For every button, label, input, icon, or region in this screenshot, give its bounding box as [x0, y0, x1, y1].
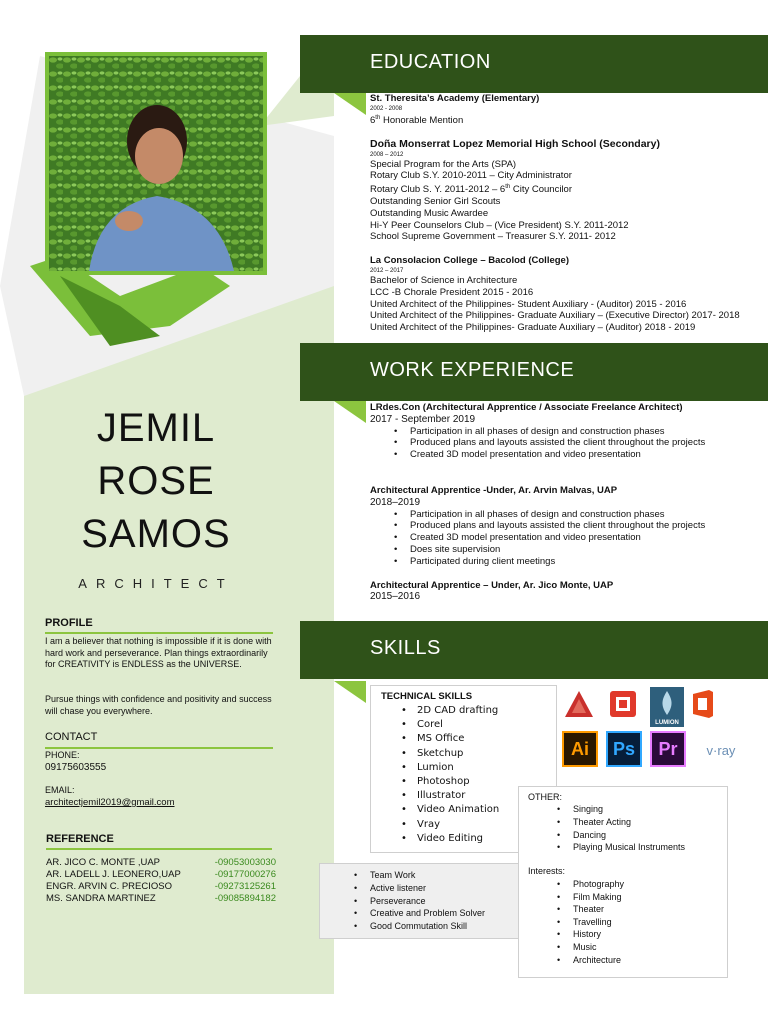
reference-list	[46, 857, 276, 905]
profile-paragraph-2: Pursue things with confidence and positivity and success will chase you everywhere.	[45, 694, 272, 716]
soft-skill: • Team Work	[350, 869, 485, 882]
interest-item: • Music	[553, 941, 624, 954]
school-name: La Consolacion College – Bacolod (College)	[370, 255, 569, 267]
school-item: Rotary Club S.Y. 2010-2011 – City Administrator	[370, 170, 572, 182]
school-years: 2008 – 2012	[370, 151, 404, 158]
school-name: St. Theresita’s Academy (Elementary)	[370, 93, 540, 104]
phone-value: 09175603555	[45, 762, 107, 773]
other-heading: OTHER:	[528, 792, 563, 802]
school-item: LCC -B Chorale President 2015 - 2016	[370, 286, 534, 298]
job-title-row: Architectural Apprentice – Under, Ar. Jico Monte, UAP	[370, 579, 614, 591]
illustrator-icon: Ai	[562, 731, 598, 767]
technical-skill: • Corel	[397, 718, 499, 732]
school-item: United Architect of the Philippines- Graduate Auxiliary – (Auditor) 2018 - 2019	[370, 322, 696, 334]
job-years: 2018–2019	[370, 496, 421, 508]
school-item: United Architect of the Philippines- Graduate Auxiliary – (Executive Director) 2017- 2018	[370, 310, 740, 322]
job-bullet: • Created 3D model presentation and video presentation	[390, 449, 760, 461]
soft-skill: • Active listener	[350, 882, 485, 895]
school-item: Hi-Y Peer Counselors Club – (Vice President) S.Y. 2011-2012	[370, 219, 629, 231]
education-band-fold	[334, 93, 366, 117]
work-band-fold	[334, 401, 366, 425]
education-band	[300, 35, 768, 93]
school-item: United Architect of the Philippines- Student Auxiliary - (Auditor) 2015 - 2016	[370, 298, 687, 310]
reference-heading: REFERENCE	[46, 833, 114, 845]
reference-row: MS. SANDRA MARTINEZ -09085894182	[46, 893, 276, 904]
job-bullet: • Does site supervision	[390, 544, 760, 556]
reference-row: AR. LADELL J. LEONERO,UAP -09177000276	[46, 869, 276, 880]
technical-skills-heading: TECHNICAL SKILLS	[381, 691, 473, 702]
skills-band	[300, 621, 768, 679]
job-title: ARCHITECT	[78, 576, 234, 591]
soft-skills-box	[319, 863, 519, 939]
job-bullet: • Created 3D model presentation and video presentation	[390, 532, 760, 544]
technical-skill: • Video Animation	[397, 803, 499, 817]
technical-skill: • Photoshop	[397, 775, 499, 789]
school-name: Doña Monserrat Lopez Memorial High School (Secondary)	[370, 137, 660, 150]
name-line-2: ROSE	[97, 459, 215, 503]
reference-divider	[46, 848, 272, 850]
profile-paragraph-1: I am a believer that nothing is impossible if it is done with hard work and perseverance. Plan things extraordinarily for CREATIVITY is ENDLESS as the UNIVERSE.	[45, 636, 272, 669]
education-heading: EDUCATION	[370, 51, 491, 73]
sketchup-icon	[606, 687, 640, 721]
job-bullet: • Produced plans and layouts assisted the client throughout the projects	[390, 437, 760, 449]
photoshop-icon: Ps	[606, 731, 642, 767]
email-label: EMAIL:	[45, 785, 75, 795]
skills-band-fold	[334, 681, 366, 705]
interest-item: • Theater	[553, 903, 624, 916]
autocad-icon	[562, 687, 596, 721]
person-name	[24, 402, 288, 561]
soft-skill: • Perseverance	[350, 895, 485, 908]
school-item: Outstanding Senior Girl Scouts	[370, 196, 501, 208]
job-bullet: • Participation in all phases of design and construction phases	[390, 426, 760, 438]
lumion-logo-text: LUMION	[655, 720, 679, 726]
technical-skill: • Video Editing	[397, 832, 499, 846]
other-item: • Dancing	[553, 829, 685, 842]
technical-skill: • Illustrator	[397, 789, 499, 803]
lumion-icon	[650, 687, 684, 727]
name-line-3: SAMOS	[81, 512, 231, 556]
school-item: Outstanding Music Awardee	[370, 207, 489, 219]
job-title-row: Architectural Apprentice -Under, Ar. Arvin Malvas, UAP	[370, 484, 618, 496]
work-content	[370, 402, 760, 603]
phone-label: PHONE:	[45, 750, 80, 760]
profile-heading: PROFILE	[45, 617, 93, 629]
interest-item: • History	[553, 928, 624, 941]
email-link[interactable]: architectjemil2019@gmail.com	[45, 797, 175, 808]
interest-item: • Film Making	[553, 891, 624, 904]
work-heading: WORK EXPERIENCE	[370, 359, 575, 381]
technical-skill: • Sketchup	[397, 747, 499, 761]
interests-heading: Interests:	[528, 866, 566, 876]
reference-row: AR. JICO C. MONTE ,UAP -09053003030	[46, 857, 276, 868]
technical-skill: • 2D CAD drafting	[397, 704, 499, 718]
school-item: Special Program for the Arts (SPA)	[370, 158, 517, 170]
other-item: • Playing Musical Instruments	[553, 841, 685, 854]
other-interests-box	[518, 786, 728, 978]
soft-skill: • Good Commutation Skill	[350, 920, 485, 933]
contact-divider	[45, 747, 273, 749]
school-item: 6th Honorable Mention	[370, 114, 464, 126]
job-years: 2015–2016	[370, 591, 421, 603]
other-item: • Singing	[553, 803, 685, 816]
education-content	[370, 93, 760, 334]
work-band	[300, 343, 768, 401]
interest-item: • Architecture	[553, 954, 624, 967]
job-bullet: • Participated during client meetings	[390, 556, 760, 568]
contact-heading: CONTACT	[45, 731, 98, 743]
job-title-row: LRdes.Con (Architectural Apprentice / Associate Freelance Architect)	[370, 402, 683, 413]
office-icon	[686, 687, 720, 721]
interest-item: • Travelling	[553, 916, 624, 929]
school-years: 2012 – 2017	[370, 268, 404, 275]
other-item: • Theater Acting	[553, 816, 685, 829]
technical-skill: • Vray	[397, 818, 499, 832]
interest-item: • Photography	[553, 878, 624, 891]
technical-skill: • Lumion	[397, 761, 499, 775]
school-item: School Supreme Government – Treasurer S.Y. 2011- 2012	[370, 231, 616, 243]
profile-photo	[49, 56, 263, 271]
school-item: Bachelor of Science in Architecture	[370, 275, 518, 287]
job-years: 2017 - September 2019	[370, 413, 476, 425]
premiere-icon: Pr	[650, 731, 686, 767]
job-bullet: • Participation in all phases of design and construction phases	[390, 509, 760, 521]
skills-heading: SKILLS	[370, 637, 441, 659]
vray-icon: v·ray	[706, 742, 736, 758]
school-years: 2002 - 2008	[370, 105, 403, 112]
soft-skill: • Creative and Problem Solver	[350, 907, 485, 920]
name-line-1: JEMIL	[96, 406, 216, 450]
school-item: Rotary Club S. Y. 2011-2012 – 6th City Councilor	[370, 184, 573, 196]
reference-row: ENGR. ARVIN C. PRECIOSO -09273125261	[46, 881, 276, 892]
job-bullet: • Produced plans and layouts assisted the client throughout the projects	[390, 520, 760, 532]
profile-divider	[45, 632, 273, 634]
technical-skill: • MS Office	[397, 732, 499, 746]
